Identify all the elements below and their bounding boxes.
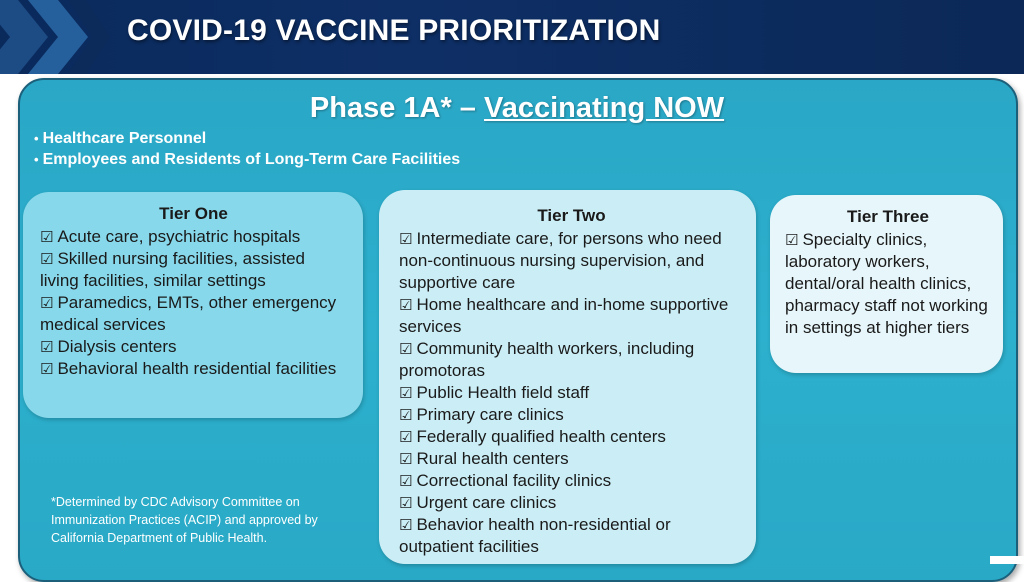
checked-box-icon: ☑ [40, 338, 54, 356]
tier-list [785, 229, 991, 339]
item-text: Behavioral health residential facilities [57, 359, 337, 378]
list-item [34, 128, 460, 149]
list-item [40, 292, 347, 336]
phase-heading [0, 92, 1024, 125]
list-item [34, 149, 460, 170]
slide-corner [990, 556, 1024, 564]
phase-bullet-list [34, 128, 460, 170]
checked-box-icon: ☑ [399, 450, 413, 468]
list-item [399, 448, 744, 470]
list-item [785, 229, 991, 339]
tier-three-card [770, 195, 1003, 373]
item-text: Acute care, psychiatric hospitals [57, 227, 301, 246]
page-title: COVID-19 VACCINE PRIORITIZATION [127, 14, 661, 47]
item-text: Community health workers, including promotoras [399, 339, 695, 380]
list-item [40, 248, 347, 292]
item-text: Skilled nursing facilities, assisted living facilities, similar settings [40, 249, 306, 290]
item-text: Primary care clinics [416, 405, 564, 424]
chevron-arrows-icon [0, 0, 110, 74]
list-item [40, 358, 347, 380]
list-item [399, 426, 744, 448]
list-item [399, 228, 744, 294]
list-item [40, 226, 347, 248]
tier-heading: Tier One [159, 204, 228, 223]
tier-one-card [23, 192, 363, 418]
list-item [40, 336, 347, 358]
checked-box-icon: ☑ [399, 384, 413, 402]
item-text: Dialysis centers [57, 337, 177, 356]
title-banner [0, 0, 1024, 74]
checked-box-icon: ☑ [785, 231, 799, 249]
checked-box-icon: ☑ [399, 406, 413, 424]
phase-heading-status: Vaccinating NOW [484, 92, 725, 124]
checked-box-icon: ☑ [399, 428, 413, 446]
tier-heading: Tier Three [847, 207, 929, 226]
list-item [399, 492, 744, 514]
item-text: Intermediate care, for persons who need non-continuous nursing supervision, and supportive care [399, 229, 722, 292]
item-text: Specialty clinics, laboratory workers, dental/oral health clinics, pharmacy staff not working in settings at higher tiers [785, 230, 988, 337]
item-text: Home healthcare and in-home supportive services [399, 295, 729, 336]
item-text: Federally qualified health centers [416, 427, 666, 446]
checked-box-icon: ☑ [40, 250, 54, 268]
list-item [399, 294, 744, 338]
list-item [399, 338, 744, 382]
item-text: Behavior health non-residential or outpatient facilities [399, 515, 671, 556]
item-text: Correctional facility clinics [416, 471, 612, 490]
checked-box-icon: ☑ [399, 340, 413, 358]
checked-box-icon: ☑ [40, 294, 54, 312]
item-text: Urgent care clinics [416, 493, 557, 512]
bullet-icon: • [34, 152, 39, 167]
checked-box-icon: ☑ [399, 230, 413, 248]
item-text: Paramedics, EMTs, other emergency medical services [40, 293, 337, 334]
item-text: Rural health centers [416, 449, 569, 468]
tier-two-card [379, 190, 756, 564]
checked-box-icon: ☑ [399, 516, 413, 534]
list-item [399, 404, 744, 426]
bullet-text: Healthcare Personnel [42, 130, 207, 147]
checked-box-icon: ☑ [40, 228, 54, 246]
tier-list [399, 228, 744, 558]
phase-heading-prefix: Phase 1A* – [309, 92, 484, 124]
checked-box-icon: ☑ [399, 472, 413, 490]
list-item [399, 470, 744, 492]
checked-box-icon: ☑ [40, 360, 54, 378]
tier-list [40, 226, 347, 380]
checked-box-icon: ☑ [399, 296, 413, 314]
bullet-text: Employees and Residents of Long-Term Care Facilities [42, 151, 461, 168]
bullet-icon: • [34, 131, 39, 146]
checked-box-icon: ☑ [399, 494, 413, 512]
tier-heading: Tier Two [537, 206, 606, 225]
list-item [399, 514, 744, 558]
list-item [399, 382, 744, 404]
item-text: Public Health field staff [416, 383, 590, 402]
footnote: *Determined by CDC Advisory Committee on Immunization Practices (ACIP) and approved by California Department of Public Health. [51, 495, 318, 545]
